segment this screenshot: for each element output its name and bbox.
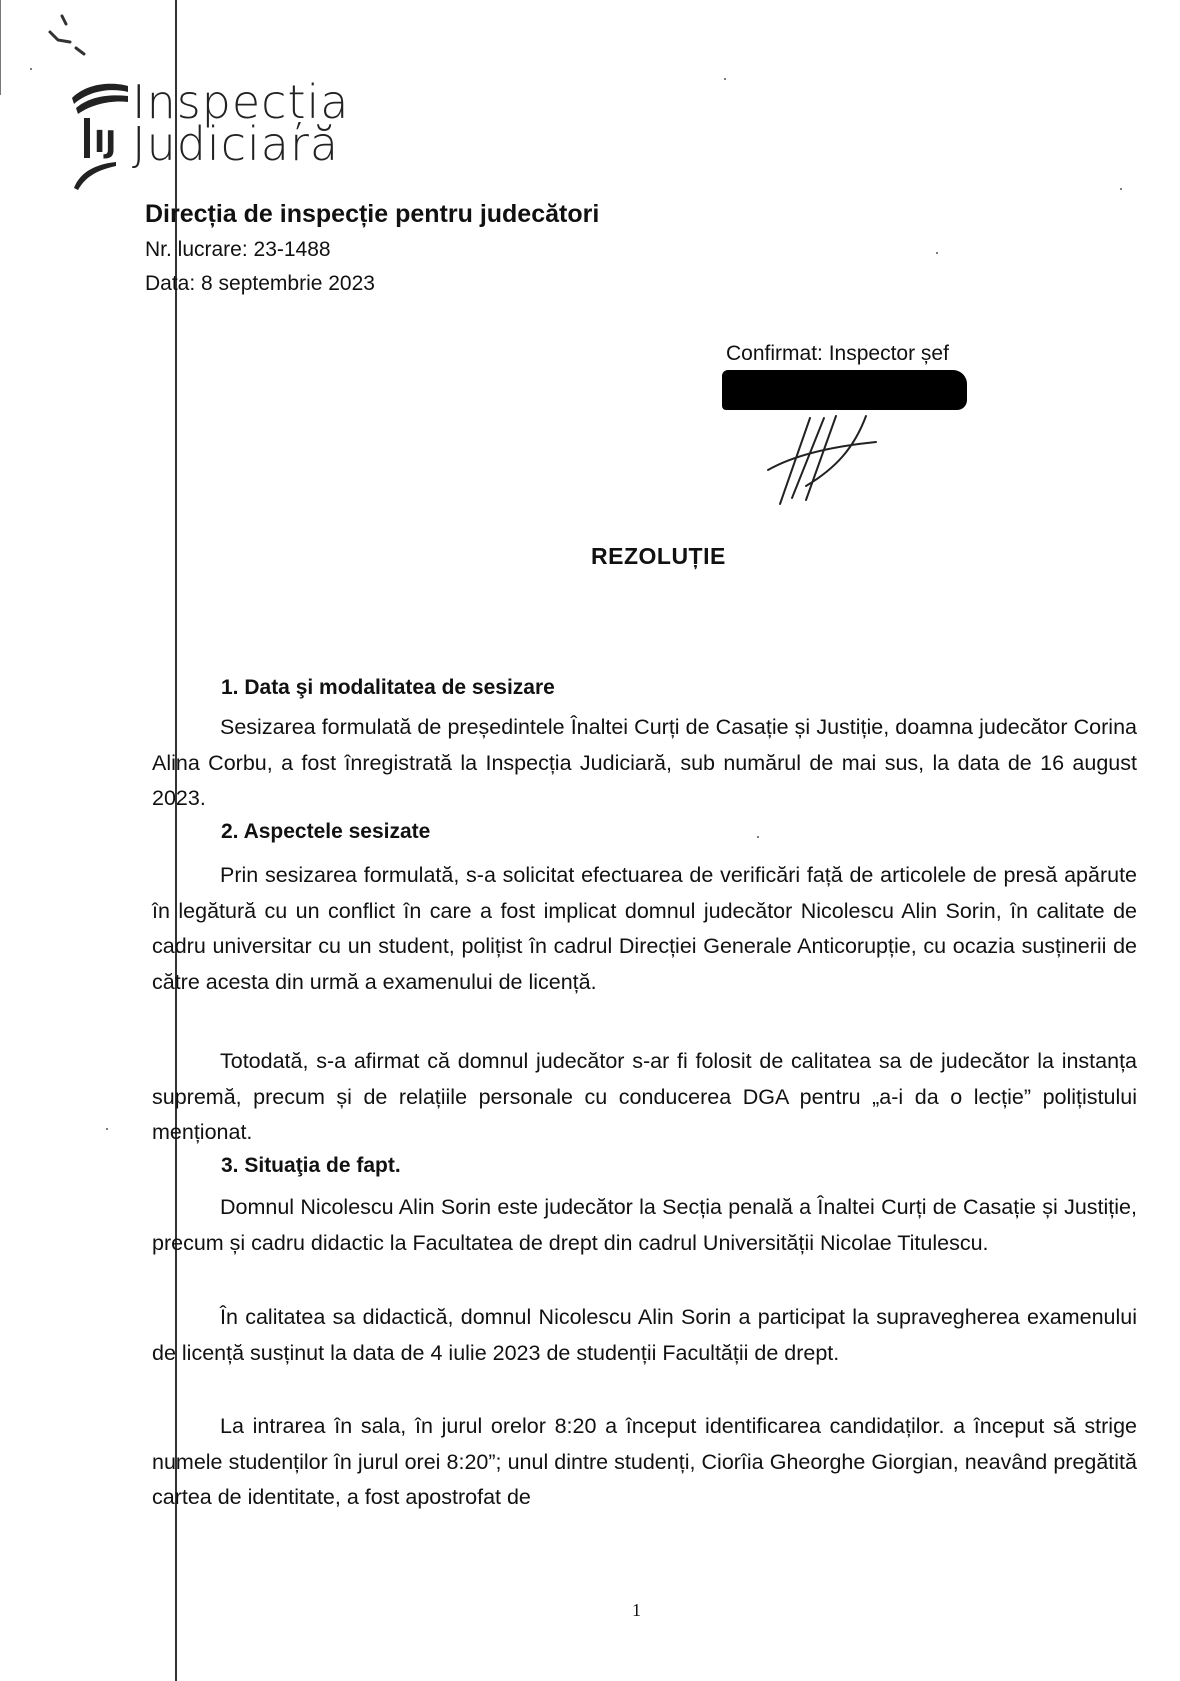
svg-text:IJ: IJ [94, 125, 117, 160]
section-paragraph: Domnul Nicolescu Alin Sorin este judecător la Secția penală a Înaltei Curți de Casație și Justiție, precum și cadru didactic la Facultatea de drept din cadrul Universității Nicolae Titulescu. [152, 1195, 1137, 1255]
scan-scratch-mark [40, 12, 100, 62]
section-paragraph: La intrarea în sala, în jurul orelor 8:20 a început identificarea candidaților. a început să strige numele studenților în jurul orei 8:20”; unul dintre studenți, Ciorîia Gheorghe Giorgian, neavând pregătită cartea de identitate, a fost apostrofat de [152, 1414, 1137, 1509]
section-heading: 2. Aspectele sesizate [221, 820, 431, 843]
logo-text-line1: Inspecția [132, 75, 350, 129]
section-heading: 1. Data şi modalitatea de sesizare [221, 676, 555, 699]
section-paragraph: În calitatea sa didactică, domnul Nicolescu Alin Sorin a participat la supravegherea examenului de licență susținut la data de 4 iulie 2023 de studenții Facultății de drept. [152, 1305, 1137, 1365]
logo-column-icon [66, 80, 128, 190]
case-number: Nr. lucrare: 23-1488 [145, 238, 331, 261]
scan-edge-line [0, 0, 1, 95]
directorate-title: Direcția de inspecție pentru judecători [145, 200, 600, 228]
section-paragraph: Prin sesizarea formulată, s-a solicitat efectuarea de verificări față de articolele de presă apărute în legătură cu un conflict în care a fost implicat domnul judecător Nicolescu Alin Sorin, în calitate de cadru universitar cu un student, polițist în cadrul Direcției Generale Anticorupție, cu ocazia susținerii de către acesta din urmă a examenului de licență. [152, 863, 1137, 994]
redaction-block [722, 370, 967, 410]
scan-speck [936, 252, 938, 254]
section-paragraph: Totodată, s-a afirmat că domnul judecător s-ar fi folosit de calitatea sa de judecător la instanța supremă, precum și de relațiile personale cu conducerea DGA pentru „a-i da o lecție” polițistului menționat. [152, 1049, 1137, 1144]
document-title: REZOLUȚIE [591, 543, 726, 569]
confirmation-label: Confirmat: Inspector șef [726, 342, 949, 365]
section-heading: 3. Situaţia de fapt. [221, 1154, 401, 1177]
section-paragraph: Sesizarea formulată de președintele Înaltei Curți de Casație și Justiție, doamna judecător Corina Alina Corbu, a fost înregistrată la Inspecția Judiciară, sub numărul de mai sus, la data de 16 august 2023. [152, 715, 1137, 810]
scan-speck [106, 1128, 108, 1130]
scan-speck [757, 836, 759, 838]
scan-speck [1120, 188, 1122, 190]
page-number: 1 [632, 1600, 641, 1620]
signature-image [766, 408, 896, 508]
scan-speck [724, 78, 726, 80]
logo-text-line2: Judiciară [132, 117, 340, 171]
logo [66, 75, 396, 200]
scan-speck [30, 68, 32, 70]
document-date: Data: 8 septembrie 2023 [145, 272, 375, 295]
